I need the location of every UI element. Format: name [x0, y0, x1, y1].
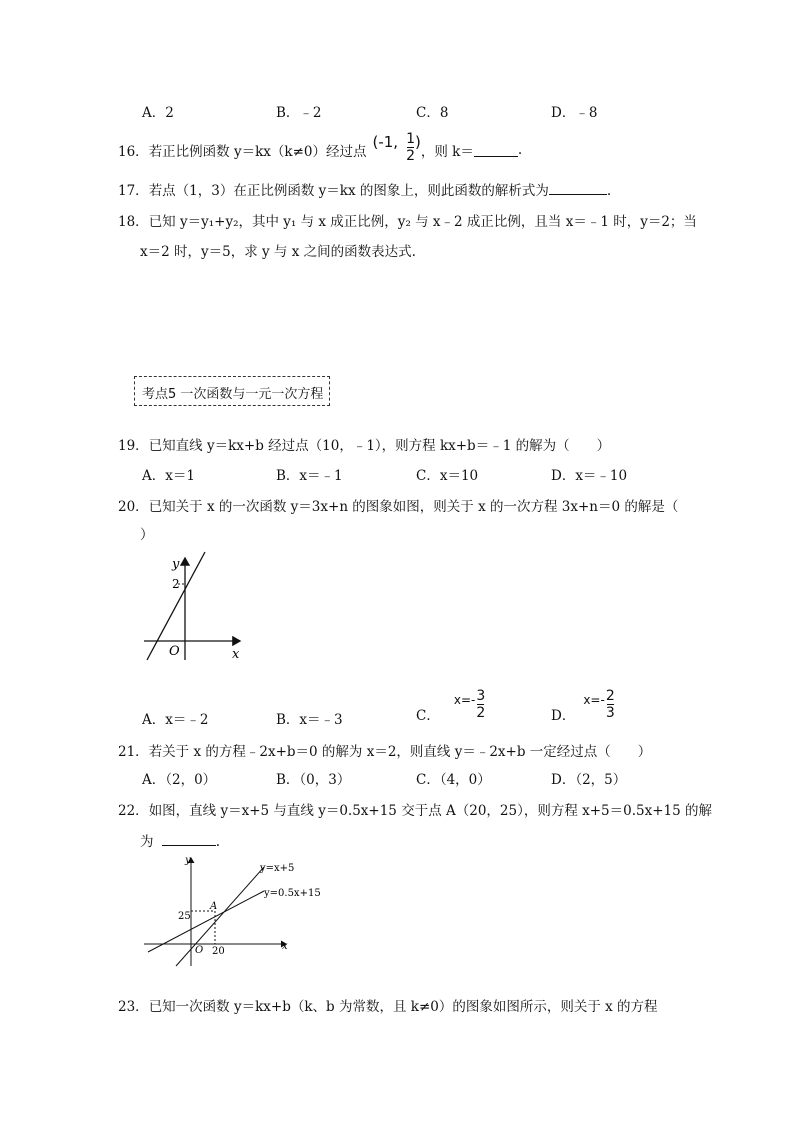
period: .: [606, 183, 612, 199]
question-number: 16．: [118, 144, 149, 160]
q20-option-d: [551, 684, 615, 724]
period: .: [517, 142, 523, 158]
question-text-line2: 为: [140, 834, 154, 850]
answer-blank: [474, 144, 518, 157]
question-21: [118, 740, 651, 760]
option-prefix: x=-: [583, 693, 605, 707]
question-number: 17．: [118, 183, 149, 199]
question-19: [118, 434, 610, 454]
point-fraction: [406, 131, 415, 164]
answer-blank: [162, 833, 216, 846]
question-20-line2: ）: [140, 527, 154, 543]
point-a-label: A: [210, 901, 218, 912]
x-axis-label: x: [232, 647, 240, 662]
question-23: [118, 995, 658, 1015]
q19-option-c: C．x＝10: [416, 468, 479, 484]
line2-label: y=0.5x+15: [264, 888, 321, 899]
option-fraction: [476, 688, 485, 721]
q20-option-b: B．x＝﹣3: [276, 712, 343, 728]
question-text-suffix: ，则 k＝: [420, 144, 474, 160]
answer-blank: [549, 182, 607, 195]
q21-option-c: C．（4，0）: [416, 772, 491, 788]
question-18: [118, 210, 697, 230]
question-number: 22．: [118, 803, 149, 819]
y-axis-label: y: [172, 557, 180, 572]
question-20: [118, 495, 678, 515]
question-17: [118, 179, 611, 199]
fraction-numerator: 3: [476, 687, 486, 704]
question-number: 21．: [118, 744, 149, 760]
q20-option-a: A．x＝﹣2: [142, 712, 209, 728]
fraction-numerator: 1: [406, 130, 415, 147]
q19-option-d: D．x＝﹣10: [551, 468, 628, 484]
section-title-box: [134, 376, 330, 406]
y-tick-label: 2: [172, 577, 180, 591]
question-text-line1: 如图，直线 y＝x+5 与直线 y＝0.5x+15 交于点 A（20，25），则方程 x+5＝0.5x+15 的解: [148, 803, 713, 819]
option-label: C．: [416, 708, 440, 724]
question-text-line1: 已知关于 x 的一次函数 y＝3x+n 的图象如图，则关于 x 的一次方程 3x+n＝0 的解是（: [148, 499, 679, 515]
fraction-denominator: 3: [605, 704, 615, 721]
x-tick-label: 20: [212, 946, 225, 957]
period: .: [215, 834, 221, 850]
y-tick-label: 25: [178, 911, 191, 922]
fraction-denominator: 2: [406, 147, 415, 164]
question-number: 19．: [118, 438, 149, 454]
fraction-denominator: 2: [476, 704, 486, 721]
q20-graph: [136, 548, 252, 664]
q20-option-c: [416, 684, 485, 724]
question-text: 若正比例函数 y＝kx（k≠0）经过点: [148, 144, 367, 160]
q19-option-a: A．x＝1: [142, 468, 195, 484]
question-text: 已知直线 y＝kx+b 经过点（10，﹣1），则方程 kx+b＝﹣1 的解为（ ）: [148, 438, 611, 454]
section-title: 考点5 一次函数与一元一次方程: [142, 387, 324, 402]
question-16: [118, 130, 522, 170]
q15-option-c: C．8: [416, 105, 449, 121]
question-22-line2: [140, 830, 220, 850]
question-22: [118, 799, 712, 819]
question-number: 23．: [118, 999, 149, 1015]
point-close: ): [414, 133, 421, 151]
option-prefix: x=-: [453, 693, 476, 707]
q21-option-a: A．（2，0）: [142, 772, 217, 788]
q15-option-a: A．2: [142, 105, 174, 121]
question-text-line1: 已知 y＝y₁+y₂，其中 y₁ 与 x 成正比例，y₂ 与 x﹣2 成正比例，且当 x＝﹣1 时，y＝2；当: [148, 214, 697, 230]
option-fraction: [606, 688, 615, 721]
question-text: 若关于 x 的方程﹣2x+b＝0 的解为 x＝2，则直线 y＝﹣2x+b 一定经过点（ ）: [148, 744, 652, 760]
point-open: (-1,: [372, 133, 399, 151]
q21-option-d: D．（2，5）: [551, 772, 627, 788]
line1-label: y=x+5: [260, 863, 295, 874]
question-18-line2: x＝2 时，y＝5，求 y 与 x 之间的函数表达式.: [140, 244, 416, 260]
question-number: 18．: [118, 214, 149, 230]
x-axis-label: x: [282, 941, 288, 952]
q15-option-b: B．﹣2: [276, 105, 322, 121]
y-axis-label: y: [185, 855, 191, 866]
q19-option-b: B．x＝﹣1: [276, 468, 343, 484]
q15-option-d: D．﹣8: [551, 105, 598, 121]
question-text: 已知一次函数 y＝kx+b（k、b 为常数，且 k≠0）的图象如图所示，则关于 x 的方程: [148, 999, 658, 1015]
fraction-numerator: 2: [605, 687, 615, 704]
origin-label: O: [195, 945, 204, 956]
origin-label: O: [169, 644, 180, 659]
q22-graph: [140, 850, 340, 968]
question-number: 20．: [118, 499, 149, 515]
line-y-half-x-plus-15: [148, 891, 264, 952]
option-label: D．: [551, 708, 576, 724]
question-text: 若点（1，3）在正比例函数 y＝kx 的图象上，则此函数的解析式为: [148, 183, 549, 199]
q21-option-b: B．（0，3）: [276, 772, 351, 788]
